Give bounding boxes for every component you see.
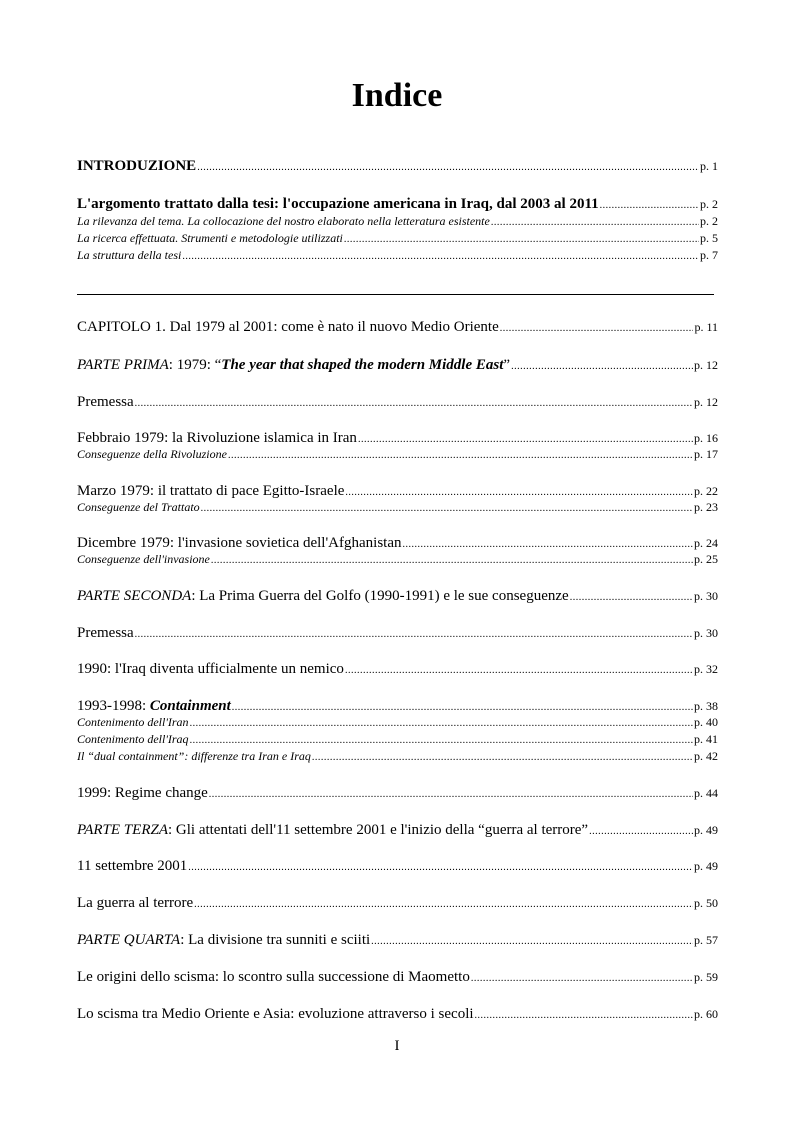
toc-page: p. 7 xyxy=(700,248,718,262)
toc-entry-marzo-1979[interactable] xyxy=(77,482,718,500)
toc-page: p. 44 xyxy=(694,786,718,800)
toc-label: PARTE QUARTA: La divisione tra sunniti e sciiti xyxy=(77,932,371,948)
toc-label: PARTE TERZA: Gli attentati dell'11 settembre 2001 e l'inizio della “guerra al terrore” xyxy=(77,822,589,838)
toc-label: Premessa xyxy=(77,394,134,410)
toc-label: INTRODUZIONE xyxy=(77,158,197,174)
toc-label: 1999: Regime change xyxy=(77,785,208,801)
toc-label: PARTE SECONDA: La Prima Guerra del Golfo (1990-1991) e le sue conseguenze xyxy=(77,588,569,604)
toc-page: p. 30 xyxy=(694,589,718,603)
toc-label: PARTE PRIMA: 1979: “The year that shaped the modern Middle East” xyxy=(77,357,511,373)
toc-entry-conseguenze-trattato[interactable] xyxy=(77,500,718,515)
toc-entry-struttura[interactable] xyxy=(77,248,718,263)
toc-entry-premessa-2[interactable] xyxy=(77,624,718,642)
toc-page: p. 60 xyxy=(694,1007,718,1021)
toc-label: Febbraio 1979: la Rivoluzione islamica in Iran xyxy=(77,430,357,446)
toc-entry-conseguenze-rivoluzione[interactable] xyxy=(77,447,718,462)
toc-label: La struttura della tesi xyxy=(77,248,182,262)
toc-entry-conseguenze-invasione[interactable] xyxy=(77,552,718,567)
toc-page: p. 2 xyxy=(700,214,718,228)
page-number: I xyxy=(394,1038,400,1054)
toc-page: p. 32 xyxy=(694,662,718,676)
toc-leader xyxy=(182,249,699,264)
toc-label: CAPITOLO 1. Dal 1979 al 2001: come è nato il nuovo Medio Oriente xyxy=(77,319,499,335)
toc-page: p. 59 xyxy=(694,970,718,984)
toc-entry-1990[interactable] xyxy=(77,660,718,678)
toc-leader xyxy=(209,786,693,804)
toc-page: p. 12 xyxy=(694,395,718,409)
toc-entry-introduzione[interactable] xyxy=(77,157,718,175)
toc-entry-1999[interactable] xyxy=(77,784,718,802)
toc-entry-ricerca[interactable] xyxy=(77,231,718,246)
toc-label: Conseguenze del Trattato xyxy=(77,500,200,514)
toc-entry-guerra-terrore[interactable] xyxy=(77,894,718,912)
toc-label: Premessa xyxy=(77,625,134,641)
toc-entry-capitolo-1[interactable] xyxy=(77,318,718,336)
toc-label: Marzo 1979: il trattato di pace Egitto-Israele xyxy=(77,483,345,499)
toc-entry-contenimento-iran[interactable] xyxy=(77,715,718,730)
toc-leader xyxy=(211,553,693,568)
toc-page: p. 41 xyxy=(694,732,718,746)
toc-page: p. 12 xyxy=(694,358,718,372)
toc-leader xyxy=(371,933,693,951)
toc-label: La guerra al terrore xyxy=(77,895,194,911)
toc-leader xyxy=(570,589,693,607)
toc-entry-dual-containment[interactable] xyxy=(77,749,718,764)
toc-page: p. 16 xyxy=(694,431,718,445)
section-divider xyxy=(77,294,714,295)
toc-label: La ricerca effettuata. Strumenti e metodologie utilizzati xyxy=(77,231,343,245)
toc-page: p. 22 xyxy=(694,484,718,498)
toc-label: Contenimento dell'Iraq xyxy=(77,732,189,746)
toc-leader xyxy=(190,733,693,748)
toc-entry-rilevanza[interactable] xyxy=(77,214,718,229)
toc-entry-parte-quarta[interactable] xyxy=(77,931,718,949)
toc-page: p. 24 xyxy=(694,536,718,550)
toc-label: L'argomento trattato dalla tesi: l'occupazione americana in Iraq, dal 2003 al 2011 xyxy=(77,196,599,212)
toc-page: p. 5 xyxy=(700,231,718,245)
toc-label: Conseguenze della Rivoluzione xyxy=(77,447,227,461)
toc-label: Lo scisma tra Medio Oriente e Asia: evoluzione attraverso i secoli xyxy=(77,1006,474,1022)
toc-entry-febbraio-1979[interactable] xyxy=(77,429,718,447)
toc-page: p. 17 xyxy=(694,447,718,461)
toc-leader xyxy=(312,750,693,765)
toc-entry-scisma-evoluzione[interactable] xyxy=(77,1005,718,1023)
toc-leader xyxy=(188,859,693,877)
toc-leader xyxy=(511,358,693,376)
toc-label: Il “dual containment”: differenze tra Iran e Iraq xyxy=(77,749,311,763)
toc-leader xyxy=(600,197,699,215)
toc-leader xyxy=(344,232,699,247)
toc-label: 1990: l'Iraq diventa ufficialmente un nemico xyxy=(77,661,344,677)
toc-leader xyxy=(135,395,693,413)
toc-page: p. 1 xyxy=(700,159,718,173)
toc-leader xyxy=(197,159,699,177)
toc-label: 1993-1998: Containment xyxy=(77,698,231,714)
toc-page: p. 42 xyxy=(694,749,718,763)
toc-page: p. 49 xyxy=(694,859,718,873)
toc-leader xyxy=(190,716,693,731)
toc-leader xyxy=(475,1007,693,1025)
toc-label: 11 settembre 2001 xyxy=(77,858,188,874)
toc-leader xyxy=(194,896,693,914)
toc-page: p. 50 xyxy=(694,896,718,910)
toc-leader xyxy=(491,215,699,230)
toc-leader xyxy=(471,970,693,988)
toc-entry-argomento[interactable] xyxy=(77,195,718,213)
toc-page: p. 25 xyxy=(694,552,718,566)
toc-label: Contenimento dell'Iran xyxy=(77,715,189,729)
toc-leader xyxy=(589,823,693,841)
toc-entry-dicembre-1979[interactable] xyxy=(77,534,718,552)
toc-page: p. 38 xyxy=(694,699,718,713)
toc-page: p. 40 xyxy=(694,715,718,729)
toc-page: p. 30 xyxy=(694,626,718,640)
toc-label: Conseguenze dell'invasione xyxy=(77,552,210,566)
page-title: Indice xyxy=(351,77,443,114)
toc-leader xyxy=(228,448,693,463)
toc-leader xyxy=(500,320,694,338)
toc-entry-contenimento-iraq[interactable] xyxy=(77,732,718,747)
toc-page: p. 49 xyxy=(694,823,718,837)
toc-page: p. 2 xyxy=(700,197,718,211)
toc-entry-11-settembre[interactable] xyxy=(77,857,718,875)
toc-entry-origini-scisma[interactable] xyxy=(77,968,718,986)
toc-page: p. 11 xyxy=(694,320,718,334)
toc-page: p. 23 xyxy=(694,500,718,514)
toc-label: Le origini dello scisma: lo scontro sulla successione di Maometto xyxy=(77,969,470,985)
toc-label: La rilevanza del tema. La collocazione del nostro elaborato nella letteratura esistente xyxy=(77,214,490,228)
toc-label: Dicembre 1979: l'invasione sovietica dell'Afghanistan xyxy=(77,535,402,551)
toc-entry-parte-terza[interactable] xyxy=(77,821,718,839)
toc-leader xyxy=(345,662,693,680)
toc-leader xyxy=(135,626,693,644)
toc-entry-premessa-1[interactable] xyxy=(77,393,718,411)
toc-page: p. 57 xyxy=(694,933,718,947)
toc-leader xyxy=(201,501,693,516)
toc-entry-parte-prima[interactable] xyxy=(77,356,718,374)
toc-entry-parte-seconda[interactable] xyxy=(77,587,718,605)
toc-entry-1993-1998[interactable] xyxy=(77,697,718,715)
